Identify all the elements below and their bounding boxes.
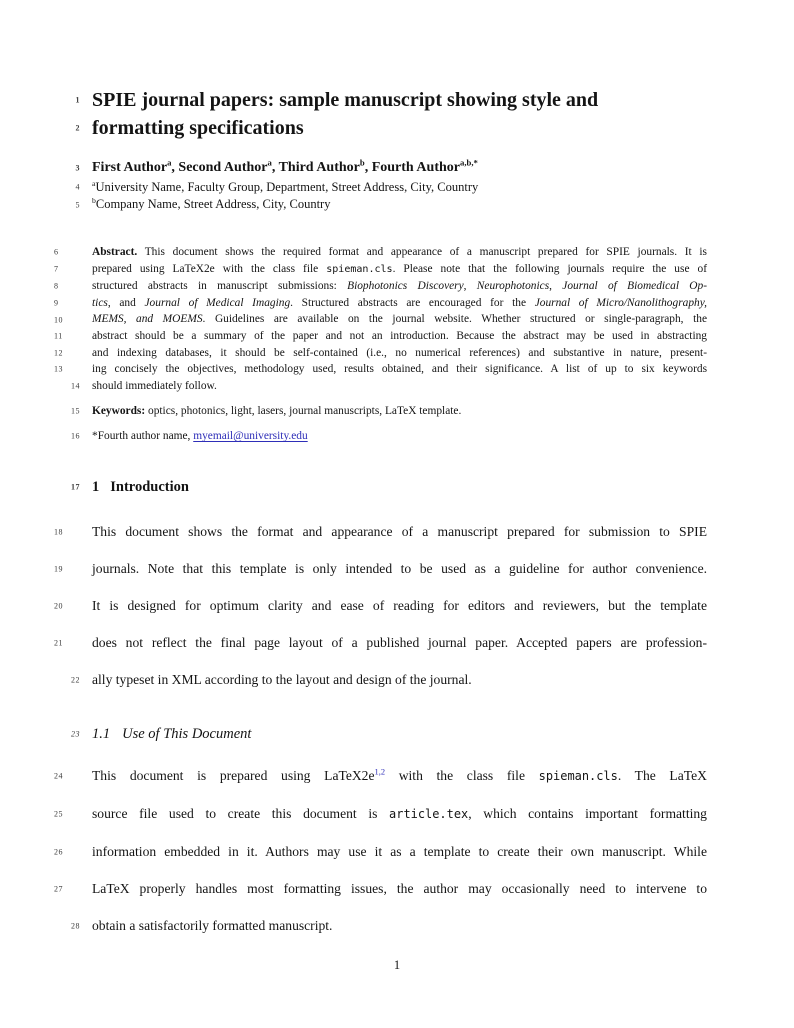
line-number: 7 [54,264,59,274]
text-line [71,477,707,497]
line-number: 16 [71,431,80,441]
line-number: 3 [75,163,80,173]
text-segment: and indexing databases, it should be self-contained (i.e., no numerical references) and substantive in nature, present- [92,346,707,359]
text-segment: , and [107,296,145,309]
text-segment: Neurophotonics [476,280,550,293]
citation-link[interactable]: 1,2 [374,766,386,777]
text-segment: structured abstracts in manuscript submissions: [92,280,348,293]
text-segment: journals. Note that this template is only intended to be used as a guideline for author convenience. [92,561,707,576]
text-line [54,550,707,587]
text-line [54,361,707,378]
text-segment: Journal of Micro/Nanolithography, [534,296,707,309]
line-number: 15 [71,406,80,416]
text-line [75,195,707,214]
line-number: 6 [54,247,59,257]
text-line [54,513,707,550]
line-number: 17 [71,482,80,492]
text-segment: Biophotonics Discovery [347,280,464,293]
text-line [54,870,707,907]
line-number: 10 [54,315,63,325]
text-segment: optics, photonics, light, lasers, journal manuscripts, LaTeX template. [145,405,462,417]
code-text: spieman.cls [326,263,393,275]
text-segment: ing concisely the objectives, methodology used, results obtained, and their significance. A list of up to six keywords [92,363,707,376]
affiliation-superscript: a [92,178,96,188]
text-line [71,724,707,744]
line-number: 11 [54,331,63,341]
text-segment: should immediately follow. [92,379,217,392]
text-segment: SPIE journal papers: sample manuscript showing style and [92,89,599,111]
text-line [54,833,707,870]
line-number: 13 [54,364,63,374]
text-line [71,907,707,944]
affiliation-superscript: a [267,157,272,168]
introduction-paragraph [54,513,707,698]
keywords-line [71,403,707,419]
text-line [54,261,707,279]
text-segment: LaTeX properly handles most formatting issues, the author may occasionally need to intervene to [92,881,707,896]
text-line [54,587,707,624]
line-number: 20 [54,601,63,610]
subsection-heading-use-of-this-document [71,724,707,744]
text-line [75,114,707,142]
line-number: 21 [54,638,63,647]
text-segment: *Fourth author name, [92,430,194,442]
text-segment: tics [92,296,108,309]
use-paragraph [54,757,707,944]
text-segment: ally typeset in XML according to the layout and design of the journal. [92,672,472,687]
text-segment: Abstract. [92,246,138,258]
text-segment: It is designed for optimum clarity and ease of reading for editors and reviewers, but the template [92,598,707,613]
text-line [54,278,707,295]
text-line [71,428,707,444]
line-number: 22 [71,675,80,684]
text-line [54,295,707,312]
text-segment: , Second Author [171,160,268,175]
text-segment: , [463,280,477,293]
author-block [75,157,707,214]
affiliation-superscript: a [167,157,172,168]
line-number: 8 [54,281,59,291]
line-number: 12 [54,348,63,358]
code-text: spieman.cls [538,769,618,783]
text-line [71,403,707,419]
line-number: 28 [71,921,80,930]
text-line [75,86,707,114]
page-number: 1 [393,958,401,972]
text-line [54,328,707,345]
text-segment: source file used to create this document is [92,806,390,821]
heading-number: 1.1 [92,726,111,742]
text-segment: This document shows the format and appearance of a manuscript prepared for submission to SPIE [92,524,707,539]
text-segment: , Fourth Author [364,160,460,175]
text-line [54,795,707,833]
line-number: 25 [54,809,63,819]
text-segment: formatting specifications [92,117,304,139]
text-line [54,624,707,661]
section-heading-introduction [71,477,707,497]
text-segment: does not reflect the final page layout of a published journal paper. Accepted papers are profession- [92,635,707,650]
email-link[interactable]: myemail@university.edu [193,430,308,442]
line-number: 18 [54,527,63,536]
affiliation-superscript: b [359,157,365,168]
line-number: 14 [71,381,80,391]
line-number: 4 [75,182,80,192]
affiliation-superscript: a,b,* [460,157,478,168]
text-segment: , [549,280,563,293]
text-line [54,345,707,362]
heading-number: 1 [92,479,100,495]
text-segment: Introduction [110,479,189,495]
text-segment: . The LaTeX [617,768,707,783]
line-number: 23 [71,729,80,739]
text-line [54,244,707,261]
text-segment: Keywords: [92,405,146,417]
code-text: article.tex [389,807,469,821]
text-segment: This document shows the required format and appearance of a manuscript prepared for SPIE journals. It is [137,246,707,258]
text-line [54,757,707,795]
text-segment: , Third Author [271,160,360,175]
line-number: 27 [54,884,63,893]
text-segment: This document is prepared using LaTeX2e [92,768,375,783]
text-segment: . Structured abstracts are encouraged for the [290,296,535,309]
text-line [71,378,707,395]
text-segment: Journal of Biomedical Op- [562,280,707,293]
text-segment: Company Name, Street Address, City, Country [95,197,331,211]
text-segment: abstract should be a summary of the paper and not an introduction. Because the abstract may be used in abstracting [92,329,707,342]
text-segment: MEMS, and MOEMS [92,313,203,326]
abstract-block [54,244,707,394]
text-line [54,311,707,328]
line-number: 2 [75,123,80,133]
text-segment: First Author [92,160,168,175]
text-segment: prepared using LaTeX2e with the class file [92,262,327,275]
line-number: 26 [54,847,63,856]
text-segment: obtain a satisfactorily formatted manuscript. [92,918,333,933]
text-segment: with the class file [385,768,539,783]
text-line [75,178,707,197]
text-segment: . Please note that the following journals require the use of [392,262,707,275]
text-segment: , which contains important formatting [468,806,707,821]
text-line [71,661,707,698]
text-segment: University Name, Faculty Group, Department, Street Address, City, Country [95,179,479,194]
affiliation-superscript: b [92,195,96,205]
text-segment: Use of This Document [122,726,252,742]
line-number: 9 [54,298,59,308]
line-number: 19 [54,564,63,573]
line-number: 24 [54,771,63,781]
text-segment: . Guidelines are available on the journal website. Whether structured or single-paragraph, the [202,313,707,326]
text-line [75,157,707,177]
line-number: 5 [75,200,80,210]
author-note-line [71,428,707,444]
paper-title [75,86,707,142]
line-number: 1 [75,95,80,105]
text-segment: Journal of Medical Imaging [144,296,291,309]
text-segment: information embedded in it. Authors may use it as a template to create their own manuscript. While [92,844,707,859]
